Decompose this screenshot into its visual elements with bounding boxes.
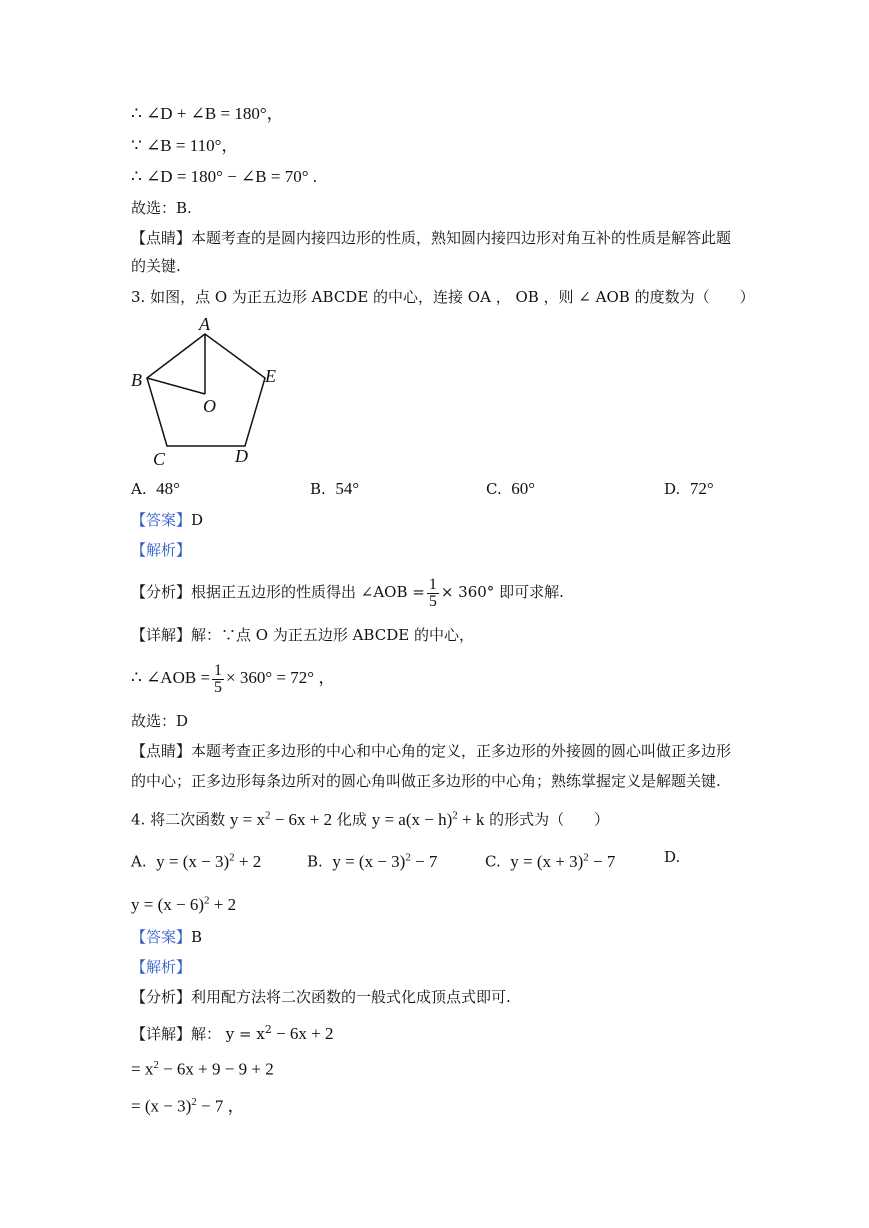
- q3-choice: 故选：D: [131, 712, 189, 730]
- q3-calc: ∴ ∠AOB = $\frac{1}{5}$ × 360° = 72° ，: [131, 661, 336, 696]
- segment-ob: [147, 378, 205, 394]
- label-e: E: [265, 366, 276, 386]
- pentagon-shape: [147, 334, 265, 446]
- q3-comment-2: 的中心；正多边形每条边所对的圆心角叫做正多边形的中心角；熟练掌握定义是解题关键.: [131, 772, 721, 790]
- q4-option-a: A. $y = (x - 3)^2 + 2$: [131, 851, 262, 871]
- solution-line-2: ∵ ∠B = 110°，: [131, 136, 239, 155]
- q4-option-c: C. $y = (x + 3)^2 - 7$: [485, 851, 616, 871]
- q4-option-d-value: $y = (x - 6)^2 + 2$: [131, 894, 237, 914]
- q3-comment-1: 【点睛】本题考查正多边形的中心和中心角的定义，正多边形的外接圆的圆心叫做正多边形: [131, 742, 732, 760]
- label-o: O: [203, 396, 216, 416]
- solution-line-3: ∴ ∠D = 180° − ∠B = 70° .: [131, 167, 318, 186]
- comment-line-1: 【点睛】本题考查的是圆内接四边形的性质，熟知圆内接四边形对角互补的性质是解答此题: [131, 229, 732, 247]
- q3-answer: 【答案】D: [131, 511, 204, 529]
- fraction: $\frac{1}{5}$: [428, 575, 437, 610]
- q4-stem: 4. 将二次函数 $y = x^2 - 6x + 2$ 化成 $y = a(x - h)^2 + k$ 的形式为（ ）: [131, 809, 610, 829]
- fraction: $\frac{1}{5}$: [214, 661, 223, 696]
- label-b: B: [131, 370, 142, 390]
- q3-option-d: D. 72°: [664, 479, 714, 498]
- q3-fenxi: 【分析】根据正五边形的性质得出 ∠AOB = $\frac{1}{5}$ × 360° 即可求解.: [131, 575, 564, 610]
- label-a: A: [199, 316, 210, 334]
- q4-detail: 【详解】解： $y = x^2 - 6x + 2$: [131, 1023, 334, 1043]
- q4-option-d-letter: D.: [664, 848, 681, 866]
- q3-analysis-tag: 【解析】: [131, 541, 192, 559]
- comment-line-2: 的关键.: [131, 257, 181, 275]
- q4-answer: 【答案】B: [131, 928, 203, 946]
- q3-option-a: A. 48°: [131, 479, 180, 498]
- q4-analysis-tag: 【解析】: [131, 958, 192, 976]
- q4-fenxi: 【分析】利用配方法将二次函数的一般式化成顶点式即可.: [131, 988, 511, 1006]
- label-c: C: [153, 449, 166, 466]
- q4-step-2: = $(x - 3)^2 - 7$ ，: [131, 1096, 245, 1116]
- q3-option-b: B. 54°: [310, 479, 360, 498]
- solution-line-1: ∴ ∠D + ∠B = 180°，: [131, 104, 284, 123]
- q3-option-c: C. 60°: [486, 479, 536, 498]
- label-d: D: [235, 446, 248, 466]
- choice-line: 故选：B.: [131, 199, 192, 217]
- q4-step-1: = $x^2 - 6x + 9 - 9 + 2$: [131, 1059, 274, 1079]
- q4-option-b: B. $y = (x - 3)^2 - 7$: [307, 851, 438, 871]
- q3-detail: 【详解】解：∵点 O 为正五边形 ABCDE 的中心，: [131, 626, 474, 644]
- pentagon-figure: [131, 316, 281, 466]
- q3-stem: 3. 如图，点 O 为正五边形 ABCDE 的中心，连接 OA ， OB ，则 ∠ AOB 的度数为（ ）: [131, 288, 755, 306]
